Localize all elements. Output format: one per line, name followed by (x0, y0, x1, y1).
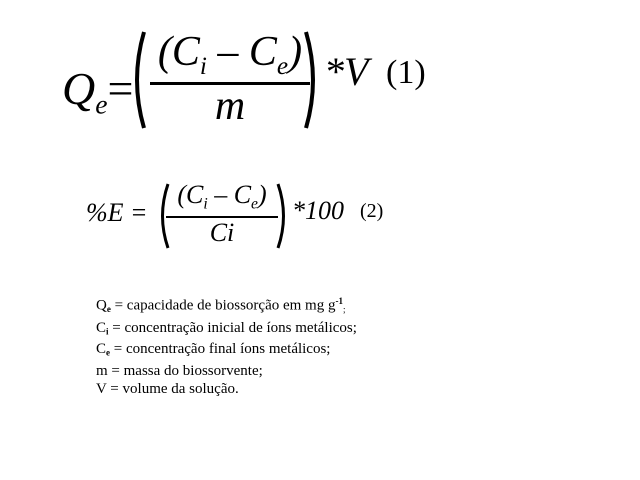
eq1-denominator: m (214, 83, 246, 129)
legend-row-m: m = massa do biossorvente; (96, 362, 263, 379)
eq1-num-minus: – C (206, 29, 277, 75)
eq2-number-label: (2) (360, 200, 384, 222)
eq1-left-paren (128, 30, 148, 130)
eq1-num-sub2: e (276, 52, 289, 80)
legend-row-ci (96, 319, 357, 341)
legend-row-qe (96, 292, 357, 319)
eq1-lhs-var: Q (62, 63, 96, 114)
legend-ci-text: = concentração inicial de íons metálicos; (108, 319, 357, 336)
eq2-num-sub2: e (251, 195, 258, 213)
eq1-numerator (150, 28, 310, 81)
eq2-multiplier: *100 (292, 196, 344, 225)
eq1-multiplier: *V (324, 49, 369, 94)
eq2-denominator: Ci (209, 218, 235, 247)
equation-1-lhs (62, 62, 133, 121)
legend-ce-symbol: C (96, 341, 107, 358)
eq2-right-paren (276, 182, 290, 250)
eq2-num-minus: – C (207, 180, 252, 209)
eq2-num-close: ) (257, 180, 267, 209)
legend-ci-sub: i (106, 326, 109, 337)
legend-qe-text: = capacidade de biossorção em mg g (110, 297, 336, 314)
eq1-number-label: (1) (386, 54, 426, 91)
legend-ce-text: = concentração final íons metálicos; (110, 341, 331, 358)
legend-row-v: V = volume da solução. (96, 380, 239, 397)
legend-ci-symbol: C (96, 319, 107, 336)
eq2-num-open: (C (177, 180, 204, 209)
eq1-lhs-sub: e (95, 88, 108, 120)
legend-ce-sub: e (106, 347, 111, 358)
eq2-num-sub1: i (203, 195, 208, 213)
eq1-num-open: (C (157, 29, 200, 75)
variable-legend (96, 292, 357, 398)
eq1-equals: = (107, 63, 134, 114)
eq1-num-sub1: i (199, 52, 207, 80)
legend-qe-end: ; (342, 304, 346, 315)
eq1-num-close: ) (288, 29, 303, 75)
legend-row-ce (96, 340, 357, 362)
legend-qe-symbol: Q (96, 297, 107, 314)
equation-2-lhs: %E = (86, 198, 148, 227)
legend-qe-sub: e (106, 304, 111, 315)
eq2-numerator (166, 180, 278, 213)
legend-qe-sup: -1 (335, 296, 343, 306)
eq1-right-paren (302, 30, 322, 130)
